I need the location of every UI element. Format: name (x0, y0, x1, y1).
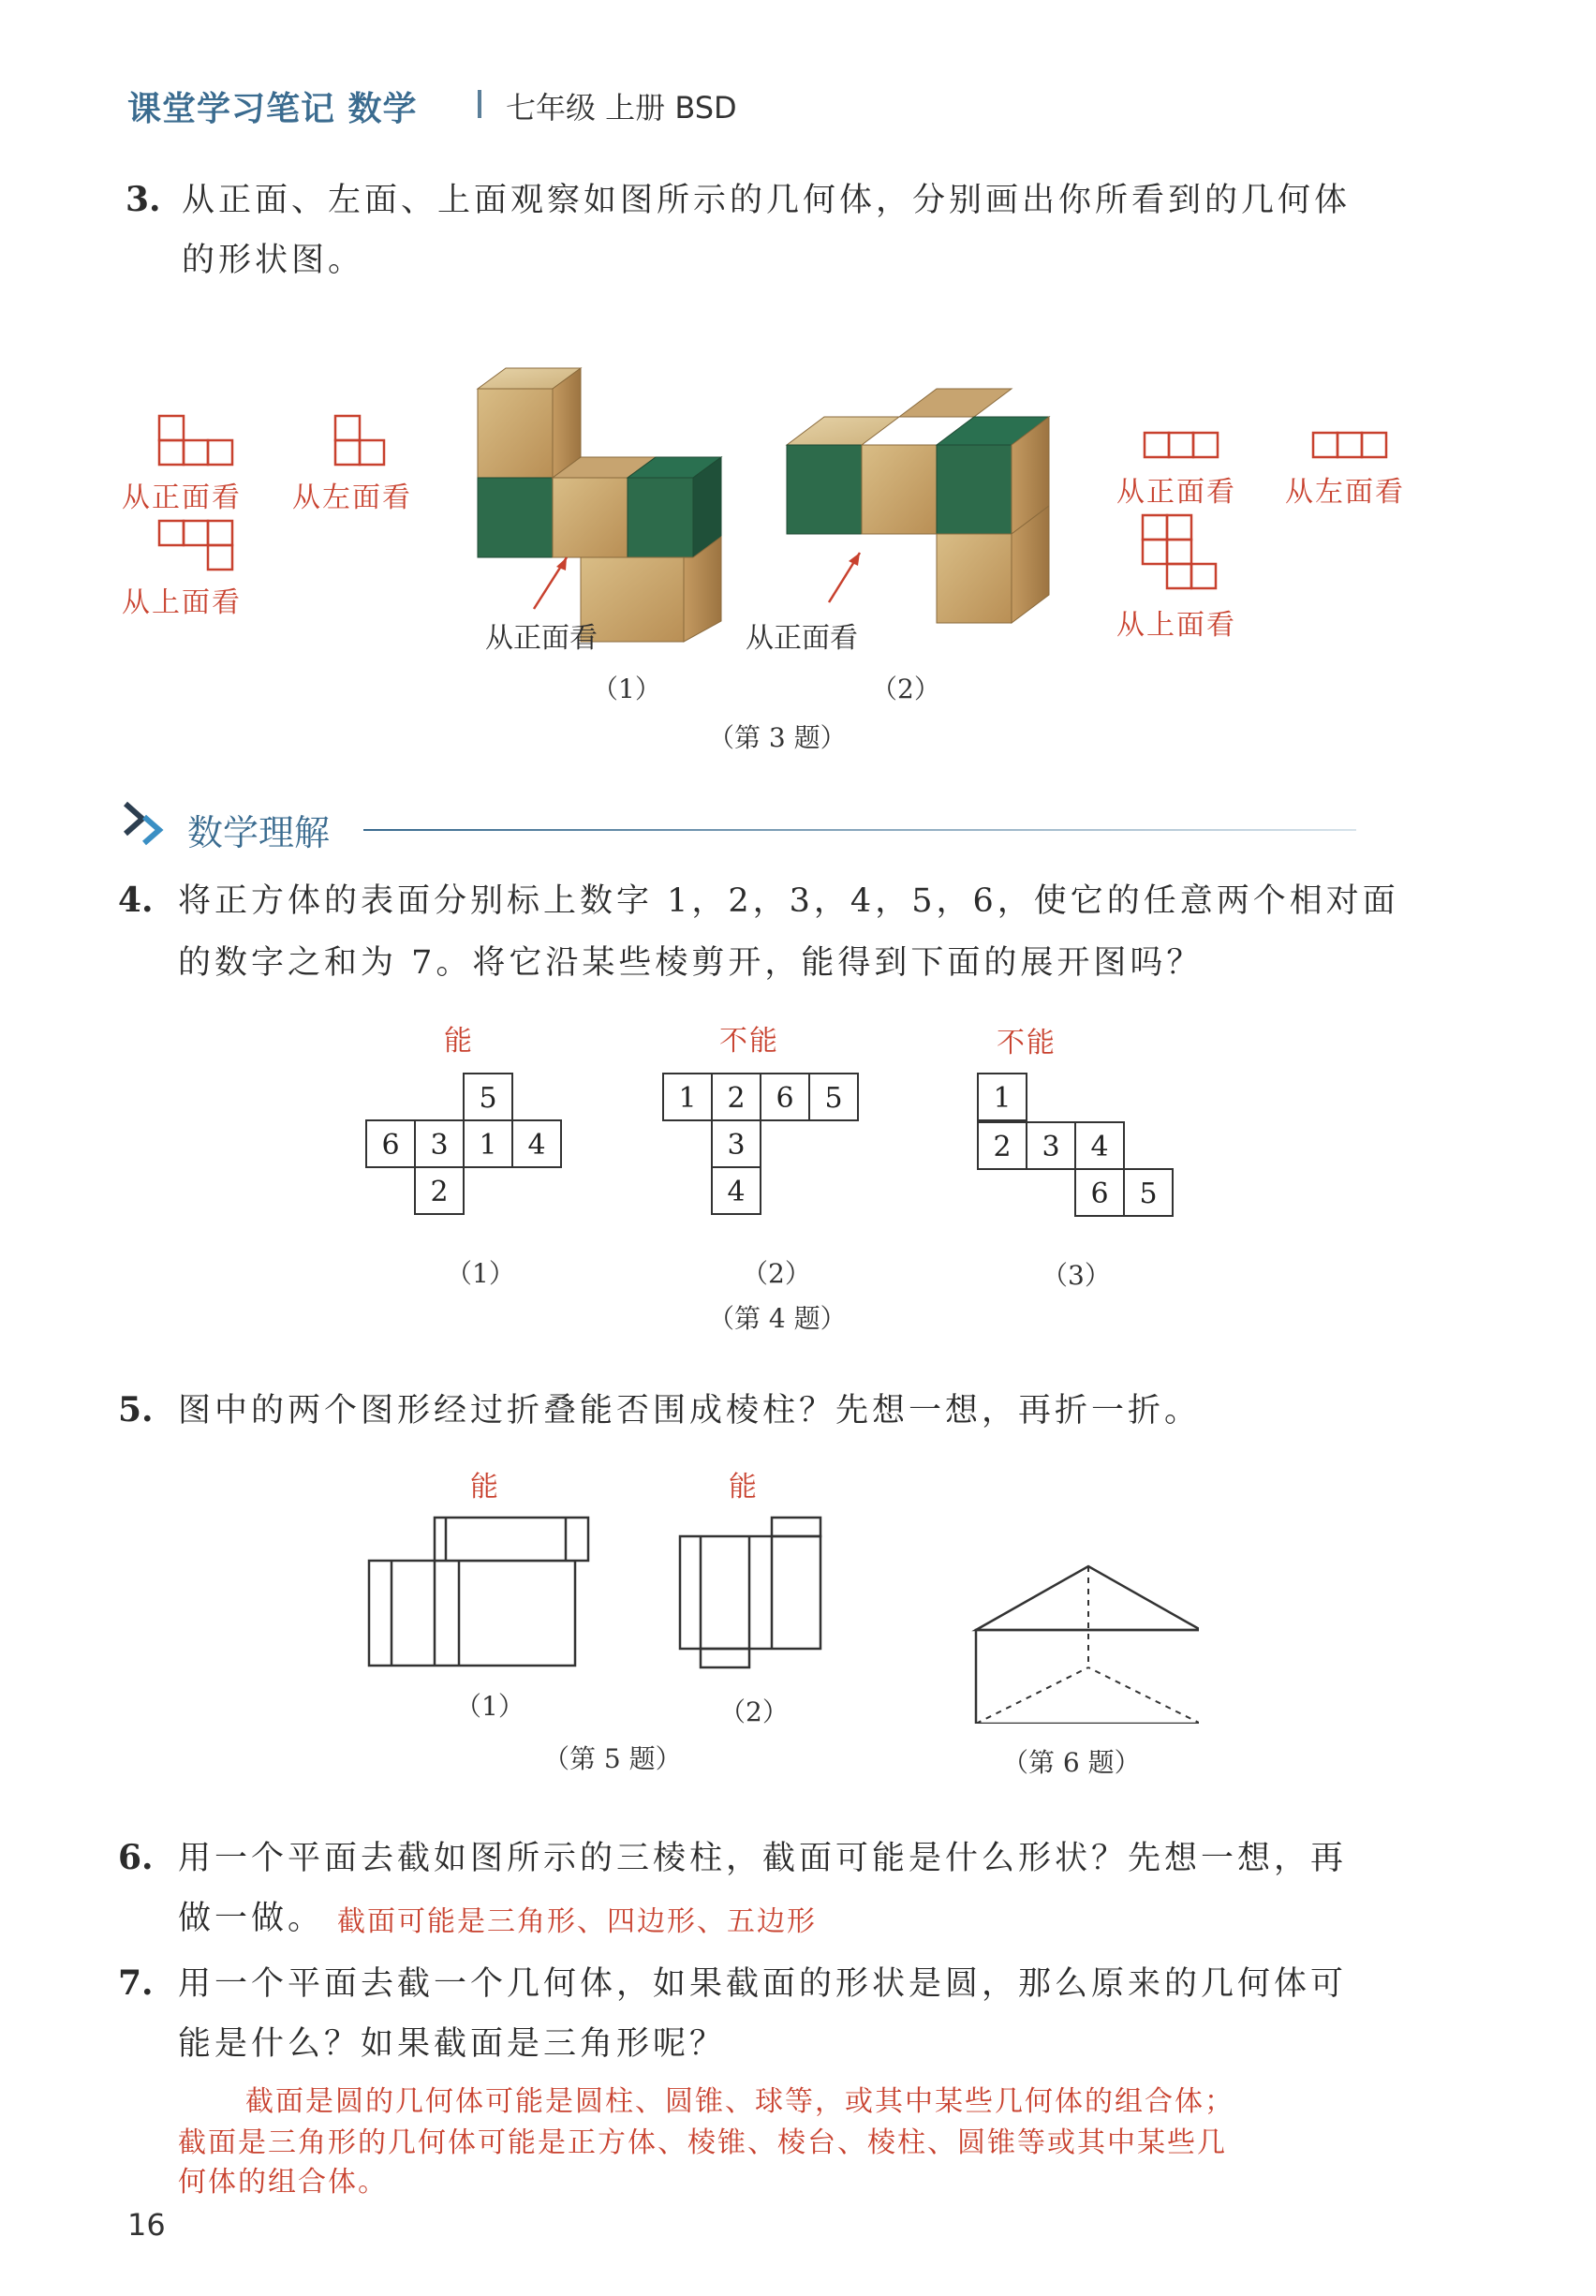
net1-face: 4 (527, 1129, 546, 1162)
q3-fig2-front-sketch (1143, 429, 1227, 463)
q3-fig1-left-sketch (328, 412, 393, 468)
q5-caption: （第 5 题） (543, 1743, 682, 1774)
q4-label-1: （1） (446, 1258, 515, 1289)
net2-face: 6 (776, 1082, 794, 1115)
q5-answer-2: 能 (729, 1471, 759, 1504)
section-title: 数学理解 (187, 812, 331, 853)
q3-label-2: （2） (871, 674, 940, 704)
q6-answer: 截面可能是三角形、四边形、五边形 (337, 1905, 817, 1938)
q4-number: 4. (118, 881, 154, 920)
q7-line2: 能是什么？如果截面是三角形呢？ (178, 2025, 727, 2063)
net2-face: 3 (727, 1129, 746, 1162)
q3-fig1-left-label: 从左面看 (292, 481, 412, 514)
section-divider (363, 829, 1356, 831)
header-divider (478, 90, 481, 118)
q7-answer-line2: 截面是三角形的几何体可能是正方体、棱锥、棱台、棱柱、圆锥等或其中某些几 (178, 2126, 1227, 2159)
q3-line2: 的形状图。 (182, 242, 365, 279)
net2-face: 5 (824, 1082, 843, 1115)
q3-fig2-arrow-label: 从正面看 (746, 622, 858, 655)
q5-label-1: （1） (455, 1691, 525, 1722)
q4-caption: （第 4 题） (708, 1303, 847, 1334)
q6-line2: 做一做。 (178, 1900, 325, 1937)
q4-answer-1: 能 (444, 1025, 474, 1058)
q3-fig1-front-label: 从正面看 (122, 481, 242, 514)
net1-face: 1 (479, 1129, 497, 1162)
q4-answer-3: 不能 (997, 1027, 1057, 1059)
header-title: 课堂学习笔记 数学 (127, 90, 418, 128)
net2-face: 1 (678, 1082, 697, 1115)
q4-label-2: （2） (742, 1258, 811, 1289)
net1-face: 6 (381, 1129, 400, 1162)
q4-cube-nets (356, 1068, 1255, 1227)
net3-face: 5 (1139, 1178, 1158, 1210)
net3-face: 4 (1090, 1131, 1109, 1163)
net1-face: 5 (479, 1082, 497, 1115)
q3-fig1-top-label: 从上面看 (122, 586, 242, 619)
q6-line1: 用一个平面去截如图所示的三棱柱，截面可能是什么形状？先想一想，再 (178, 1840, 1348, 1877)
chevron-right-icon (118, 798, 174, 851)
q3-number: 3. (126, 180, 161, 219)
net2-face: 4 (727, 1176, 746, 1208)
q3-figure1-solid (478, 368, 721, 642)
q4-label-3: （3） (1042, 1260, 1111, 1291)
q4-line1: 将正方体的表面分别标上数字 1，2，3，4，5，6，使它的任意两个相对面 (178, 882, 1399, 920)
q5-label-2: （2） (719, 1696, 789, 1727)
net3-face: 1 (993, 1082, 1012, 1115)
q3-fig2-top-label: 从上面看 (1116, 609, 1236, 642)
q3-fig2-front-label: 从正面看 (1116, 476, 1236, 509)
page-number: 16 (127, 2207, 166, 2243)
q3-fig2-top-sketch (1139, 513, 1223, 598)
q3-fig2-left-sketch (1311, 429, 1396, 463)
q5-number: 5. (118, 1390, 154, 1429)
q3-fig1-front-sketch (150, 412, 244, 468)
q6-number: 6. (118, 1838, 154, 1877)
q7-number: 7. (118, 1963, 154, 2003)
net3-face: 6 (1090, 1178, 1109, 1210)
q4-answer-2: 不能 (719, 1025, 779, 1058)
q5-line1: 图中的两个图形经过折叠能否围成棱柱？先想一想，再折一折。 (178, 1392, 1202, 1429)
q3-caption: （第 3 题） (708, 722, 847, 753)
q3-line1: 从正面、左面、上面观察如图所示的几何体，分别画出你所看到的几何体 (182, 182, 1352, 219)
q7-answer-line1: 截面是圆的几何体可能是圆柱、圆锥、球等，或其中某些几何体的组合体； (245, 2085, 1234, 2118)
q5-answer-1: 能 (470, 1471, 500, 1504)
q3-label-1: （1） (592, 674, 661, 704)
q3-fig1-arrow-label: 从正面看 (485, 622, 598, 655)
net1-face: 2 (430, 1176, 449, 1208)
net3-face: 3 (1042, 1131, 1060, 1163)
net2-face: 2 (727, 1082, 746, 1115)
q4-line2: 的数字之和为 7。将它沿某些棱剪开，能得到下面的展开图吗？ (178, 944, 1204, 982)
q3-fig1-top-sketch (150, 517, 244, 573)
net1-face: 3 (430, 1129, 449, 1162)
q3-fig2-left-label: 从左面看 (1285, 476, 1405, 509)
q6-caption: （第 6 题） (1002, 1747, 1141, 1778)
net3-face: 2 (993, 1131, 1012, 1163)
q3-cube-figures (468, 361, 1077, 656)
q7-line1: 用一个平面去截一个几何体，如果截面的形状是圆，那么原来的几何体可 (178, 1965, 1348, 2003)
header-subtitle: 七年级 上册 BSD (506, 90, 737, 126)
q3-figure2-solid (787, 389, 1049, 623)
q7-answer-line3: 何体的组合体。 (178, 2166, 388, 2199)
